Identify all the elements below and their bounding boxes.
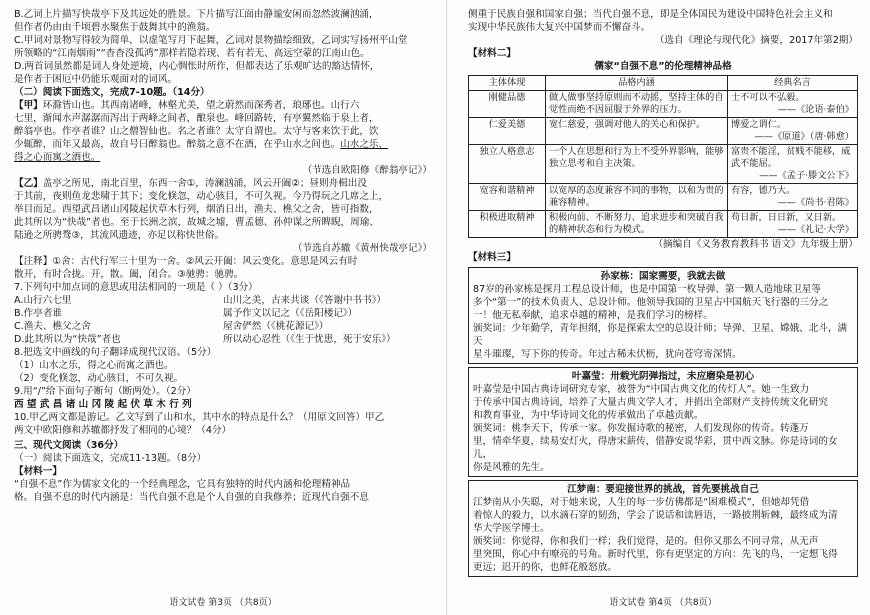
text-line: 里，情牵华夏，续易安灯火，得唐宋薪传，借静安说华彩，贯中西文脉。你是诗词的女儿， [473, 436, 838, 460]
profile-box-sun-jiadong [468, 267, 858, 364]
text-line: 此其所以为“快哉”者也。至于长洲之滨，故城之墟，曹孟德、孙仲谋之所睥睨，周瑜、 [14, 217, 379, 228]
sub-question: （1）山水之乐，得之心而寓之酒也。 [14, 360, 174, 371]
option-row: C.渔夫、樵父之舍 屋舍俨然（《桃花源记》） [14, 321, 329, 332]
box-title: 孙家栋：国家需要，我就去做 [600, 271, 726, 282]
text-line: 但作者仍由由千顷碧水聚焦于鼓舞其中的渔翁。 [14, 22, 216, 33]
section-subheading: （一）阅读下面选文，完成11-13题。（8分） [14, 453, 207, 464]
text-line: 华大学医学博士。 [473, 523, 550, 534]
text-line: 更远；迟开的你，也鲜花般怒放。 [473, 562, 617, 573]
text-line: 【注释】①舍：古代行军三十里为一舍。②风云开阖：风云变化。意思是风云有时 [14, 256, 358, 267]
table-title: 儒家“自强不息”的伦理精神品格 [594, 61, 732, 72]
passage-source: （节选自苏辙《黄州快哉亭记》） [292, 243, 432, 254]
option-row: D.此其所以为“快哉”者也 所以动心忍性（《生于忧患，死于安乐》） [14, 334, 396, 345]
box-title: 江梦南：要迎接世界的挑战，首先要挑战自己 [567, 484, 759, 495]
text-line: B.乙词上片描写快哉亭下及其远处的胜景。下片描写江面由静谧安闲而忽然波澜汹涌， [14, 9, 379, 20]
annotation-notes [14, 255, 432, 281]
text-line: 颁奖词：桃李天下，传承一家。你发掘诗歌的秘密，人们发现你的传奇。转蓬万 [473, 423, 809, 434]
profile-box-jiang-mengnan [468, 480, 858, 577]
text-line: 颁奖词：你觉得，你和我们一样；我们觉得，是的。但你又那么不同寻常，从无声 [473, 536, 819, 547]
table-row: 刚健品德 做人做事坚持原则而不动摇，坚持主体的自觉性而绝不因屈服于外界的压力。 士不可以不弘毅。 ——《论语·泰伯》 [469, 91, 858, 118]
text-line: 是作者于困厄中仍能乐观面对的词风。 [14, 74, 178, 85]
punctuation-sentence: 西 望 武 昌 诸 山 冈 陵 起 伏 草 木 行 列 [14, 399, 192, 410]
passage-jia [14, 99, 432, 177]
text-line: “自强不息”作为儒家文化的一个经典理念，它具有独特的时代内涵和伦理精神品 [14, 479, 351, 490]
question-9 [14, 385, 432, 411]
question-stem: 10.甲乙两文都是游记。乙文写到了山和水，其中水的特点是什么？（用原文回答）甲乙 [14, 412, 385, 423]
page-3 [14, 8, 432, 610]
text-line: 少辄醉，而年又最高，故自号曰醉翁也。醉翁之意不在酒，在乎山水之间也。 [14, 139, 341, 150]
material-label: 【材料一】 [14, 466, 62, 477]
material-label: 【材料二】 [468, 48, 516, 59]
text-line: 里突围，你心中有嘹亮的号角。新时代里，你有更坚定的方向：先飞的鸟，一定想飞得 [473, 549, 838, 560]
table-header-row [469, 76, 858, 91]
section-heading: 三、现代文阅读（36分） [14, 440, 124, 451]
table-row: 仁爱美德 宽仁慈爱，强调对他人的关心和保护。 博爱之谓仁。 ——《原道》（唐·韩愈） [469, 118, 858, 145]
text-line: 你是风雅的先生。 [473, 462, 550, 473]
page-4 [468, 8, 858, 610]
option-row: B.作亭者谁 属予作文以记之（《岳阳楼记》） [14, 308, 358, 319]
text-line: 87岁的孙家栋是探月工程总设计师，也是中国第一枚导弹、第一颗人造地球卫星等 [473, 284, 821, 295]
text-line: 江梦南从小失聪，对于她来说，人生的每一步仿佛都是“困难模式”，但她却凭借 [473, 497, 810, 508]
table-source: （摘编自《义务教育教科书 语文》九年级上册） [653, 239, 858, 250]
underlined-sentence: 得之心而寓之酒也。 [14, 152, 101, 163]
question-stem: 9.用“/”给下面句子断句（断两处）。（2分） [14, 386, 196, 397]
text-line: 叶嘉莹是中国古典诗词研究专家，被誉为“中国古典文化的传灯人”。她一生致力 [473, 384, 810, 395]
profile-box-ye-jiaying [468, 367, 858, 477]
text-line: 实现中华民族伟大复兴中国梦而不懈奋斗。 [468, 22, 651, 33]
passage-label: 【乙】 [14, 178, 43, 189]
ethics-table [468, 75, 858, 238]
column-header: 经典名言 [728, 76, 858, 91]
text-line: 七里，渐闻水声潺潺而泻出于两峰之间者，酿泉也。峰回路转，有亭翼然临于泉上者， [14, 113, 379, 124]
question-7 [14, 281, 432, 346]
text-line: 于其前，夜则鱼龙悲啸于其下；变化倏忽，动心骇目，不可久视。今乃得玩之几席之上， [14, 191, 389, 202]
question-10 [14, 411, 432, 437]
text-line: 多个“第一”的技术负责人、总设计师。他领导我国的卫星占中国航天飞行器的三分之 [473, 297, 829, 308]
text-line: 环滁皆山也。其西南诸峰，林壑尤美，望之蔚然而深秀者，琅琊也。山行六 [42, 100, 360, 111]
page-footer: 语文试卷 第4页 （共8页） [609, 598, 717, 608]
passage-label: 【甲】 [14, 100, 43, 111]
text-line: 举目而足。西望武昌诸山冈陵起伏草木行列，烟消日出，渔夫、樵父之舍，皆可指数， [14, 204, 379, 215]
text-line: 着惊人的毅力，以水滴石穿的韧劲，学会了说话和读唇语，一路披荆斩棘，最终成为清 [473, 510, 838, 521]
column-header: 品格内涵 [546, 76, 728, 91]
passage-source: （节选自欧阳修《醉翁亭记》） [302, 165, 432, 176]
section-heading: （二）阅读下面选文，完成7-10题。（14分） [14, 87, 210, 98]
text-line: 颁奖词：少年勤学，青年担纲，你是探索太空的总设计师；导弹、卫星、嫦娥、北斗，满天 [473, 323, 848, 347]
table-row: 独立人格意志 一个人在思想和行为上不受外界影响，能够独立思考和自主决策。 富贵不能淫，贫贱不能移，威武不能屈。 ——《孟子·滕文公下》 [469, 145, 858, 184]
page-footer: 语文试卷 第3页 （共8页） [169, 598, 277, 608]
table-row: 宽容和谐精神 以宽厚的态度兼容不同的事物，以和为贵的兼容精神。 有容，德乃大。 ——《尚书·君陈》 [469, 184, 858, 211]
text-line: 和教育事业，为中华诗词文化的传承做出了卓越贡献。 [473, 410, 704, 421]
text-line: 醉翁亭也。作亭者谁？山之僧智仙也。名之者谁？太守自谓也。太守与客来饮于此，饮 [14, 126, 379, 137]
passage-yi [14, 177, 432, 255]
text-line: 于传承中国古典诗词，培养了大量古典文学人才，并捐出全部财产支持传统文化研究 [473, 397, 828, 408]
text-line: 星斗璀璨，写下你的传奇。年过古稀未伏枥，犹向苍穹寄深情。 [473, 349, 742, 360]
text-line: 格。自强不息的时代内涵是：当代自强不息是个人自强的自我修养；近现代自强不息 [14, 492, 369, 503]
question-stem: 7.下列句中加点词的意思或用法相同的一项是（ ）（3分） [14, 282, 258, 293]
option-row: A.山行六七里 山川之美，古来共谈（《答谢中书书》） [14, 295, 387, 306]
box-title: 叶嘉莹：卅载光阴弹指过，未应磨染是初心 [571, 371, 755, 382]
passage-source: （选自《理论与现代化》摘要，2017年第2期） [654, 35, 858, 46]
question-8 [14, 346, 432, 385]
sub-question: （2）变化倏忽，动心骇目，不可久视。 [14, 373, 184, 384]
question-6-options [14, 8, 432, 86]
text-line: 一！他无私奉献，追求卓越的精神，是我们学习的榜样。 [473, 310, 713, 321]
text-line: 盖亭之所见，南北百里，东西一舍①，涛澜汹涌，风云开阖②；昼则舟楫出没 [42, 178, 367, 189]
material-label: 【材料三】 [468, 252, 516, 263]
text-line: 散开，有时合拢。开，散。阖，闭合。③驰骋：驰骋。 [14, 269, 244, 280]
text-line: C.甲词对景物写得较为简单，以虚笔写月下起舞，乙词对景物描绘细致，乙词实写扬州平山堂 [14, 35, 408, 46]
text-line: 侧重于民族自强和国家自强；当代自强不息，即是全体国民为建设中国特色社会主义和 [468, 9, 833, 20]
question-stem: 8.把选文中画线的句子翻译成现代汉语。（5分） [14, 347, 217, 358]
page-gutter [446, 0, 447, 615]
underlined-sentence: 山水之乐， [340, 139, 389, 150]
text-line: 陆逊之所骋骛③，其流风遗迹，亦足以称快世俗。 [14, 230, 225, 241]
question-stem: 两文中欧阳修和苏辙都抒发了相同的心境？（4分） [14, 425, 232, 436]
column-header: 主体体现 [469, 76, 546, 91]
text-line: 所领略的“江南烟雨”“杳杳没孤鸿”那样若隐若现、若有若无、高远空蒙的江南山色。 [14, 48, 370, 59]
text-line: D.两首词虽然都是词人身处逆境，内心惆怅时所作，但都表达了乐观旷达的豁达情怀， [14, 61, 380, 72]
table-row: 积极进取精神 积极向前、不断努力、追求进步和突破自我的精神状态和行为模式。 苟日新，日日新，又日新。 ——《礼记·大学》 [469, 211, 858, 238]
